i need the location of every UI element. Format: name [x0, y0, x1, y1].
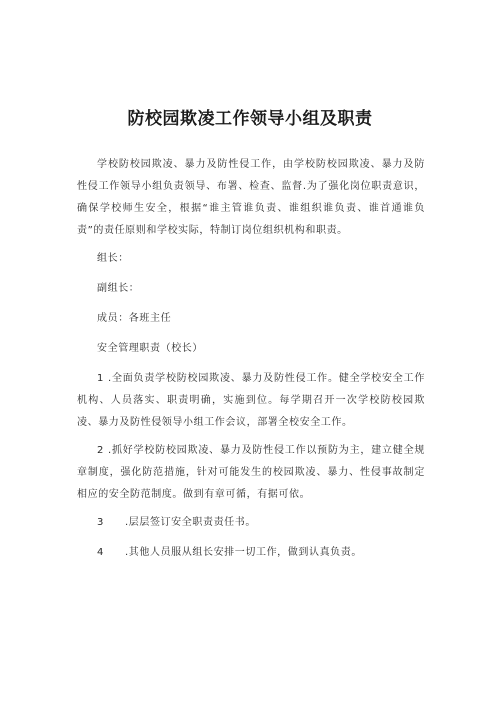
- duty-item-2: [77, 440, 425, 506]
- intro-paragraph: 学校防校园欺凌、暴力及防性侵工作，由学校防校园欺凌、暴力及防性侵工作领导小组负责领导、布署、检查、监督.为了强化岗位职责意识，确保学校师生安全，根据“谁主管谁负责、谁组织谁负责、谁首通谁负责”的责任原则和学校实际，特制订岗位组织机构和职责。: [77, 159, 425, 236]
- duty-item-number: 1: [97, 373, 104, 384]
- duty-item-1: [77, 368, 425, 434]
- duty-item-4: [77, 542, 425, 564]
- leader-line: 组长：: [97, 253, 129, 264]
- duty-item-3: [77, 512, 425, 534]
- duty-item-text: .全面负责学校防校园欺凌、暴力及防性侵工作。健全学校安全工作机构、人员落实、职责明确，实施到位。每学期召开一次学校防校园欺凌、暴力及防性侵领导小组工作会议，部署全校安全工作。: [77, 373, 425, 428]
- members-line: 成员：各班主任: [97, 313, 172, 324]
- duty-item-text: .层层签订安全职责责任书。: [125, 517, 256, 528]
- document-body: [77, 154, 425, 572]
- duty-item-number: 4: [97, 547, 104, 558]
- duty-item-number: 2: [97, 445, 104, 456]
- duty-item-text: .抓好学校防校园欺凌、暴力及防性侵工作以预防为主，建立健全规章制度，强化防范措施，针对可能发生的校园欺凌、暴力、性侵事故制定相应的安全防范制度。做到有章可循，有据可依。: [77, 445, 425, 500]
- duty-item-number: 3: [97, 517, 104, 528]
- document-title: 防校园欺凌工作领导小组及职责: [127, 109, 373, 129]
- vice-leader-line: 副组长：: [97, 283, 140, 294]
- section-heading: 安全管理职责（校长）: [97, 343, 203, 354]
- duty-item-text: .其他人员服从组长安排一切工作，做到认真负责。: [125, 547, 362, 558]
